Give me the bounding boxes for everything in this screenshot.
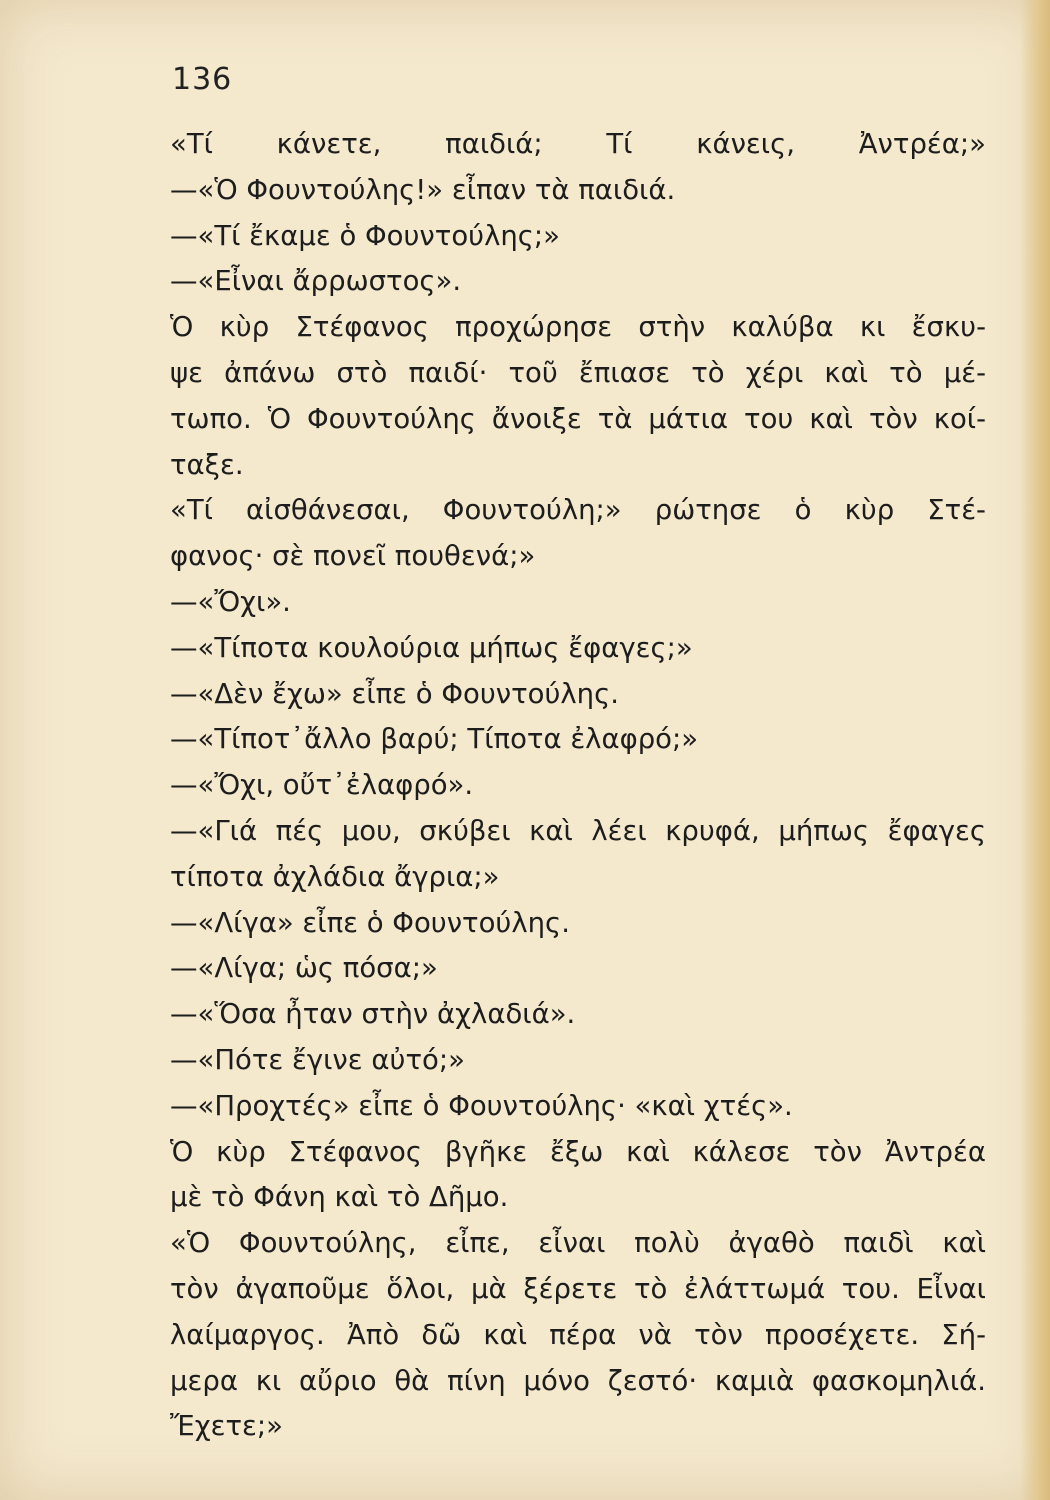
text-line: Ὁ κὺρ Στέφανος προχώρησε στὴν καλύβα κι ἔσκυ- xyxy=(170,311,986,344)
page-edge-shadow xyxy=(1020,0,1050,1500)
page-number: 136 xyxy=(172,62,233,97)
text-line: τωπο. Ὁ Φουντούλης ἄνοιξε τὰ μάτια του καὶ τὸν κοί- xyxy=(170,402,986,435)
text-line: —«Λίγα; ὡς πόσα;» xyxy=(170,952,438,985)
text-line: —«Προχτές» εἶπε ὁ Φουντούλης· «καὶ χτές». xyxy=(170,1089,793,1122)
text-line: —«Λίγα» εἶπε ὁ Φουντούλης. xyxy=(170,906,570,939)
text-line: —«Ὅσα ἦταν στὴν ἀχλαδιά». xyxy=(170,998,576,1031)
text-line: —«Τί ἔκαμε ὁ Φουντούλης;» xyxy=(170,219,561,252)
text-line: —«Τίποτα κουλούρια μήπως ἔφαγες;» xyxy=(170,631,693,664)
text-line: —«Πότε ἔγινε αὐτό;» xyxy=(170,1043,465,1076)
text-line: Ἔχετε;» xyxy=(170,1410,283,1443)
text-line: μὲ τὸ Φάνη καὶ τὸ Δῆμο. xyxy=(170,1181,509,1214)
text-line: —«Δὲν ἔχω» εἶπε ὁ Φουντούλης. xyxy=(170,677,619,710)
text-line: —«Γιά πές μου, σκύβει καὶ λέει κρυφά, μήπως ἔφαγες xyxy=(170,814,986,847)
text-line: τίποτα ἀχλάδια ἄγρια;» xyxy=(170,860,500,893)
text-line: Ὁ κὺρ Στέφανος βγῆκε ἔξω καὶ κάλεσε τὸν Ἀντρέα xyxy=(170,1135,986,1168)
text-line: «Ὁ Φουντούλης, εἶπε, εἶναι πολὺ ἀγαθὸ παιδὶ καὶ xyxy=(170,1227,986,1260)
text-line: «Τί κάνετε, παιδιά; Τί κάνεις, Ἀντρέα;» xyxy=(170,128,986,160)
text-line: —«Ὄχι». xyxy=(170,585,291,618)
text-line: λαίμαργος. Ἀπὸ δῶ καὶ πέρα νὰ τὸν προσέχετε. Σή- xyxy=(170,1318,986,1351)
body-text xyxy=(170,122,986,1450)
text-line: —«Ὁ Φουντούλης!» εἶπαν τὰ παιδιά. xyxy=(170,173,676,206)
text-line: ταξε. xyxy=(170,448,244,481)
text-line: μερα κι αὔριο θὰ πίνη μόνο ζεστό· καμιὰ φασκομηλιά. xyxy=(170,1364,986,1397)
text-line: «Τί αἰσθάνεσαι, Φουντούλη;» ρώτησε ὁ κὺρ Στέ- xyxy=(170,494,986,527)
text-line: —«Ὄχι, οὔτ᾽ἐλαφρό». xyxy=(170,769,474,802)
text-line: —«Τίποτ᾽ἄλλο βαρύ; Τίποτα ἐλαφρό;» xyxy=(170,723,699,756)
text-line: —«Εἶναι ἄρρωστος». xyxy=(170,265,462,298)
text-line: φανος· σὲ πονεῖ πουθενά;» xyxy=(170,540,536,573)
text-line: τὸν ἀγαποῦμε ὅλοι, μὰ ξέρετε τὸ ἐλάττωμά του. Εἶναι xyxy=(170,1272,986,1305)
text-line: ψε ἀπάνω στὸ παιδί· τοῦ ἔπιασε τὸ χέρι καὶ τὸ μέ- xyxy=(170,356,986,389)
